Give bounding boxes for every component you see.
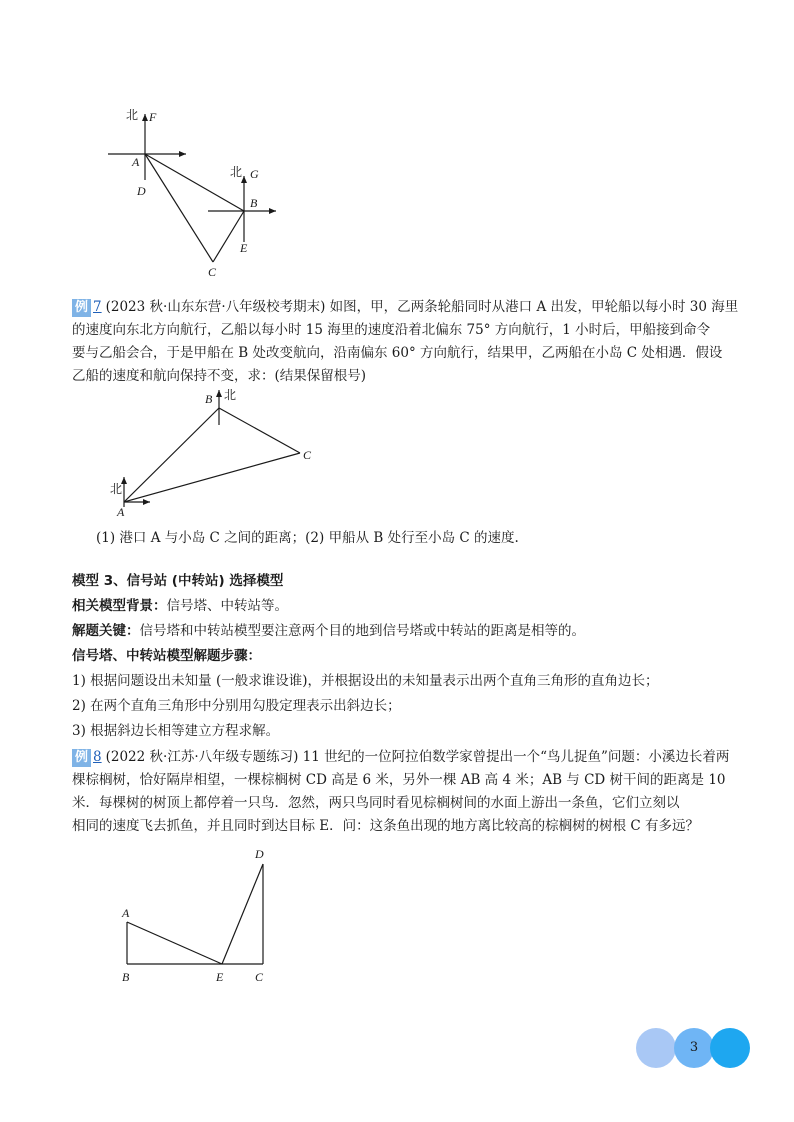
step-2: 2) 在两个直角三角形中分别用勾股定理表示出斜边长； (72, 698, 401, 714)
segment-ab (124, 408, 219, 502)
key-text: 信号塔和中转站模型要注意两个目的地到信号塔或中转站的距离是相等的。 (139, 623, 585, 639)
label-c: C (255, 970, 264, 984)
example-7-line-3: 要与乙船会合，于是甲船在 B 处改变航向，沿南偏东 60° 方向航行，结果甲，乙两船在小岛 C 处相遇．假设 (72, 345, 723, 361)
page-circle-dark (710, 1028, 750, 1068)
example-7-diagram (100, 385, 330, 520)
model-3-key (72, 620, 732, 643)
example-7-line-4: 乙船的速度和航向保持不变，求：(结果保留根号) (72, 368, 367, 384)
example-8-diagram (110, 840, 285, 985)
background-text: 信号塔、中转站等。 (166, 598, 288, 614)
label-a: A (132, 155, 140, 169)
label-a: A (122, 906, 130, 920)
label-north-2: 北 (230, 165, 243, 179)
steps-title: 信号塔、中转站模型解题步骤： (72, 648, 261, 664)
segment-de (222, 864, 263, 964)
step-1: 1) 根据问题设出未知量 (一般求谁设谁)，并根据设出的未知量表示出两个直角三角形的直角边长； (72, 673, 659, 689)
example-7 (72, 296, 739, 388)
label-north-1: 北 (126, 108, 139, 122)
example-8-text-1: (2022 秋·江苏·八年级专题练习) 11 世纪的一位阿拉伯数学家曾提出一个“鸟儿捉鱼”问题：小溪边长着两 (105, 749, 730, 765)
example-8-line-1 (72, 746, 732, 769)
page-circle-light (636, 1028, 676, 1068)
label-north-bottom: 北 (110, 482, 123, 496)
example-8-line-2: 棵棕榈树，恰好隔岸相望，一棵棕榈树 CD 高是 6 米，另外一棵 AB 高 4 米；AB 与 CD 树干间的距离是 10 (72, 772, 726, 788)
label-b: B (250, 196, 258, 210)
example-7-badge: 例 (72, 299, 91, 317)
label-f: F (149, 110, 157, 124)
example-8-badge: 例 (72, 749, 91, 767)
background-label: 相关模型背景： (72, 598, 167, 614)
segment-bc (219, 408, 300, 453)
label-e: E (216, 970, 224, 984)
label-e: E (240, 241, 248, 255)
example-7-questions: (1) 港口 A 与小岛 C 之间的距离；(2) 甲船从 B 处行至小岛 C 的速度. (96, 530, 519, 546)
model-3-background (72, 595, 732, 618)
example-7-text-1: (2023 秋·山东东营·八年级校考期末) 如图，甲，乙两条轮船同时从港口 A 出发，甲轮船以每小时 30 海里 (105, 299, 739, 315)
label-c: C (303, 448, 312, 462)
page-number: 3 (689, 1040, 699, 1055)
example-8 (72, 746, 732, 838)
label-north-top: 北 (224, 388, 237, 402)
key-label: 解题关键： (72, 623, 140, 639)
page-number-decoration (636, 1028, 756, 1068)
example-7-line-1 (72, 296, 739, 319)
label-b: B (122, 970, 130, 984)
segment-ac (145, 154, 213, 262)
model-3-title: 模型 3、信号站 (中转站) 选择模型 (72, 573, 284, 589)
example-7-line-2: 的速度向东北方向航行，乙船以每小时 15 海里的速度沿着北偏东 75° 方向航行，1 小时后，甲船接到命令 (72, 322, 711, 338)
example-8-number[interactable]: 8 (93, 749, 102, 765)
figure-1-diagram (100, 100, 300, 280)
segment-ae (127, 922, 222, 964)
label-g: G (250, 167, 259, 181)
example-8-line-4: 相同的速度飞去抓鱼，并且同时到达目标 E．问：这条鱼出现的地方离比较高的棕榈树的树根 C 有多远？ (72, 818, 700, 834)
label-a: A (117, 505, 125, 519)
label-b: B (205, 392, 213, 406)
label-d: D (255, 847, 264, 861)
label-c: C (208, 265, 217, 279)
segment-ab (145, 154, 244, 211)
segment-ac (124, 453, 300, 502)
example-8-line-3: 米．每棵树的树顶上都停着一只鸟．忽然，两只鸟同时看见棕榈树间的水面上游出一条鱼，它们立刻以 (72, 795, 680, 811)
example-7-number[interactable]: 7 (93, 299, 102, 315)
model-3-section (72, 570, 732, 743)
label-d: D (137, 184, 146, 198)
step-3: 3) 根据斜边长相等建立方程求解。 (72, 723, 280, 739)
